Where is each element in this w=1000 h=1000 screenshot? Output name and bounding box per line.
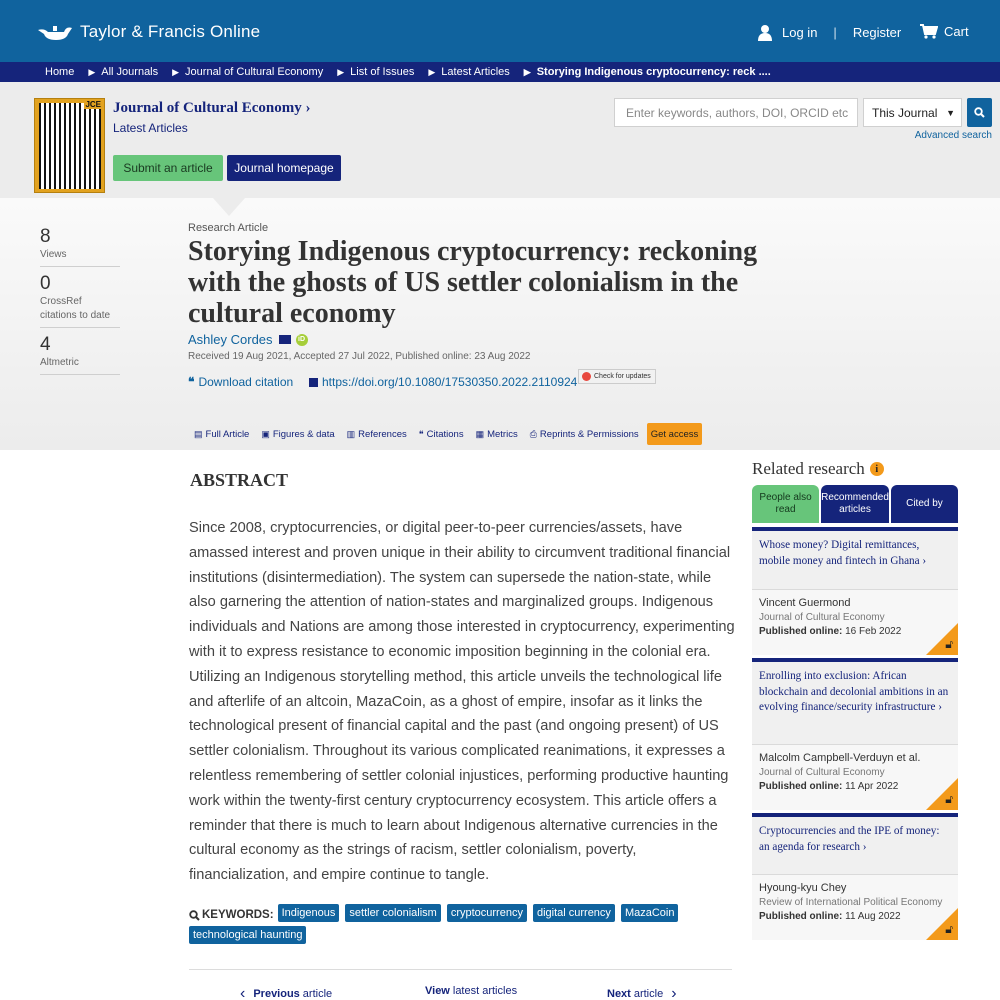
breadcrumb-current: ▶ Storying Indigenous cryptocurrency: reck .... (523, 66, 771, 78)
search-button[interactable] (967, 98, 992, 127)
get-access-button[interactable]: Get access (647, 423, 702, 445)
submit-article-button[interactable]: Submit an article (113, 155, 223, 181)
check-for-updates-badge[interactable]: Check for updates (578, 369, 656, 384)
related-item-author: Hyoung-kyu Chey (759, 882, 847, 894)
search-scope-select[interactable] (863, 98, 962, 127)
keyword-tag[interactable]: digital currency (533, 904, 615, 922)
chevron-right-icon: › (671, 985, 677, 1000)
related-item-title[interactable]: Whose money? Digital remittances, mobile money and fintech in Ghana › (752, 531, 958, 590)
chevron-right-icon: › (922, 554, 927, 567)
user-icon (758, 24, 772, 41)
cart-label: Cart (944, 24, 969, 39)
tab-full-article[interactable]: ▤ Full Article (194, 429, 250, 440)
breadcrumb-item[interactable]: ▶ Journal of Cultural Economy (172, 66, 324, 78)
keyword-tag[interactable]: cryptocurrency (447, 904, 527, 922)
related-item-title[interactable]: Enrolling into exclusion: African blockchain and decolonial ambitions in an evolving finance/security infrastructure › (752, 662, 958, 745)
teapot-logo-icon (36, 20, 74, 44)
tab-recommended-articles[interactable]: Recommended articles (821, 485, 889, 523)
logo-text: Taylor & Francis Online (80, 22, 261, 41)
keywords (189, 904, 734, 948)
journal-bar (0, 82, 1000, 198)
breadcrumb-arrow-icon: ▶ (88, 66, 96, 77)
breadcrumb-arrow-icon: ▶ (337, 66, 345, 77)
info-icon[interactable]: i (870, 462, 884, 476)
related-research-heading: Related research i (752, 459, 884, 479)
related-item-author: Vincent Guermond (759, 597, 851, 609)
advanced-search-link[interactable]: Advanced search (914, 130, 992, 141)
related-item-date: Published online: 11 Apr 2022 (759, 781, 899, 792)
related-item-meta (752, 590, 958, 655)
quote-icon: ❝ (188, 375, 195, 389)
related-item-title[interactable]: Cryptocurrencies and the IPE of money: an agenda for research › (752, 817, 958, 875)
article-dates: Received 19 Aug 2021, Accepted 27 Jul 2022, Published online: 23 Aug 2022 (188, 351, 531, 362)
breadcrumb-item[interactable]: ▶ All Journals (88, 66, 159, 78)
breadcrumb-item[interactable]: ▶ Latest Articles (428, 66, 510, 78)
journal-homepage-button[interactable]: Journal homepage (227, 155, 341, 181)
related-tabs (752, 485, 958, 523)
chevron-right-icon: › (862, 840, 867, 853)
bar-chart-icon: ▦ (475, 429, 485, 439)
keyword-tag[interactable]: MazaCoin (621, 904, 679, 922)
chevron-right-icon: › (305, 100, 311, 116)
open-lock-icon: 🔓︎ (945, 792, 953, 806)
next-article-link[interactable]: Next article › (607, 985, 677, 1000)
related-item-journal: Review of International Political Economy (759, 897, 943, 908)
open-lock-icon: 🔓︎ (945, 637, 953, 651)
article-title: Storying Indigenous cryptocurrency: reckoning with the ghosts of US settler colonialism in the cultural economy (188, 236, 758, 329)
register-link[interactable]: Register (852, 25, 902, 40)
download-citation-link[interactable]: ❝ Download citation (188, 375, 294, 389)
breadcrumb (0, 62, 1000, 82)
related-item-date: Published online: 16 Feb 2022 (759, 626, 902, 637)
related-item (752, 813, 958, 940)
quote-icon: ❝ (418, 429, 424, 439)
document-icon: ▤ (194, 429, 203, 439)
previous-article-link[interactable]: ‹ Previous article (240, 985, 332, 1000)
open-lock-icon: 🔓︎ (945, 922, 953, 936)
metric-views: 8 Views (40, 226, 120, 267)
keywords-label: KEYWORDS: (189, 906, 274, 924)
external-link-icon (309, 378, 318, 387)
related-item (752, 527, 958, 655)
related-item-meta (752, 745, 958, 810)
header-notch (213, 198, 245, 216)
open-access-badge (926, 623, 958, 655)
open-access-badge (926, 778, 958, 810)
tab-metrics[interactable]: ▦ Metrics (475, 429, 518, 440)
open-access-badge (926, 908, 958, 940)
print-icon: ⎙ (529, 429, 537, 439)
breadcrumb-home[interactable]: Home (45, 66, 75, 78)
chevron-left-icon: ‹ (240, 985, 246, 1000)
chevron-down-icon: ▼ (946, 107, 955, 118)
tab-cited-by[interactable]: Cited by (891, 485, 958, 523)
book-icon: ▥ (346, 429, 356, 439)
chevron-right-icon: › (938, 701, 942, 713)
article-author[interactable]: Ashley Cordes iD (188, 332, 308, 347)
related-item-meta (752, 875, 958, 940)
search-input[interactable]: Enter keywords, authors, DOI, ORCID etc (614, 98, 858, 127)
cart-link[interactable] (920, 24, 969, 39)
breadcrumb-item[interactable]: ▶ List of Issues (337, 66, 415, 78)
search-icon (189, 910, 200, 921)
divider (189, 969, 732, 970)
tab-figures[interactable]: ▣ Figures & data (261, 429, 335, 440)
abstract-heading: ABSTRACT (190, 470, 289, 490)
related-item-journal: Journal of Cultural Economy (759, 767, 885, 778)
metric-altmetric[interactable]: 4 Altmetric (40, 334, 120, 375)
keyword-tag[interactable]: Indigenous (278, 904, 340, 922)
keyword-tag[interactable]: technological haunting (189, 926, 306, 944)
crossmark-icon (582, 372, 591, 381)
journal-subtitle[interactable]: Latest Articles (113, 121, 188, 135)
keyword-tag[interactable]: settler colonialism (345, 904, 440, 922)
cart-icon (920, 24, 938, 39)
cover-tag: JCE (85, 100, 101, 109)
site-header (0, 0, 1000, 62)
journal-cover[interactable] (34, 98, 105, 193)
related-list (752, 527, 958, 937)
cover-pattern (39, 103, 101, 189)
site-logo[interactable] (36, 20, 260, 44)
tab-people-also-read[interactable]: People also read (752, 485, 819, 523)
related-item (752, 658, 958, 810)
tab-citations[interactable]: ❝ Citations (418, 429, 464, 440)
related-item-date: Published online: 11 Aug 2022 (759, 911, 901, 922)
search-scope-value: This Journal (872, 105, 938, 120)
metric-crossref: 0 CrossRef citations to date (40, 273, 120, 328)
tab-references[interactable]: ▥ References (346, 429, 407, 440)
article-metrics (40, 226, 120, 381)
article-tabs (194, 429, 651, 440)
account-links (758, 24, 901, 41)
tab-reprints[interactable]: ⎙ Reprints & Permissions (529, 429, 639, 440)
breadcrumb-arrow-icon: ▶ (428, 66, 436, 77)
image-icon: ▣ (261, 429, 270, 439)
abstract-text: Since 2008, cryptocurrencies, or digital peer-to-peer currencies/assets, have amassed interest and proven unique in their ability to circumvent traditional financial institutions (disintermediation). The system can supersede the nation-state, while also garnering the attention of nation-states and marginalized groups. Indigenous individuals and Nations are among those interested in cryptocurrency, experimenting with it to express resistance to economic imposition beginning in the colonial era. Utilizing an Indigenous storytelling method, this article unveils the technological life and afterlife of an altcoin, MazaCoin, as a ghost of empire, insofar as it links the technological present of financial capital and the past (and ongoing present) of US settler colonialism. Throughout its various complicated reanimations, it expresses a relentless remembering of settler colonial injustices, performing productive haunting work within the twenty-first century cryptocurrency ecosystem. This article offers a reminder that there is much to learn about Indigenous alternative currencies in the cultural economy as the strings of racism, settler colonialism, poverty, financialization, and empire continue to tangle. (189, 520, 735, 884)
breadcrumb-arrow-icon: ▶ (172, 66, 180, 77)
separator: | (833, 25, 837, 40)
login-link[interactable]: Log in (782, 25, 818, 40)
journal-title[interactable]: Journal of Cultural Economy › (113, 100, 311, 116)
breadcrumb-arrow-icon: ▶ (523, 66, 531, 77)
search-icon (974, 107, 985, 118)
latest-articles-link[interactable]: View latest articles (425, 985, 518, 997)
doi-link[interactable]: https://doi.org/10.1080/17530350.2022.2110924 (309, 375, 577, 389)
envelope-icon[interactable] (279, 335, 291, 344)
article-type: Research Article (188, 222, 269, 234)
related-item-author: Malcolm Campbell-Verduyn et al. (759, 752, 921, 764)
orcid-icon[interactable]: iD (296, 334, 308, 346)
related-item-journal: Journal of Cultural Economy (759, 612, 885, 623)
